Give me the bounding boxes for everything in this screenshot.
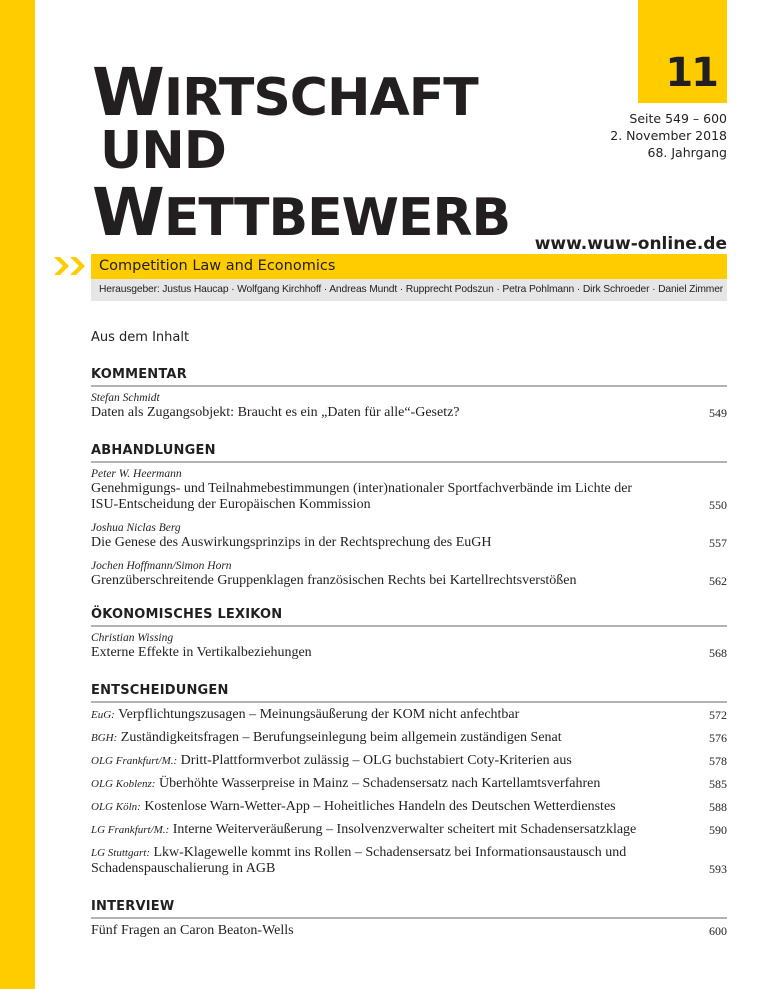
entry-page: 600 [709,924,727,938]
entry-author: Jochen Hoffmann/Simon Horn [91,560,232,572]
section-heading: ÖKONOMISCHES LEXIKON [91,607,727,627]
entry-page: 576 [709,731,727,745]
entry-court: OLG Koblenz: [91,778,156,790]
entry-author: Peter W. Heermann [91,468,182,480]
entry-title: Lkw-Klagewelle kommt ins Rollen – Schadensersatz bei Informationsaustausch und Schadenspauschalierung in AGB [91,845,627,876]
toc-entry[interactable] [91,799,727,815]
toc-entry[interactable] [91,753,727,769]
section-heading: INTERVIEW [91,899,727,919]
toc-intro: Aus dem Inhalt [91,330,190,345]
masthead-line-3 [92,174,511,251]
masthead-und: UND [100,121,226,181]
section-heading: KOMMENTAR [91,367,727,387]
volume: 68. Jahrgang [647,145,727,160]
entry-court: BGH: [91,732,118,744]
masthead-initial: W [92,54,164,131]
section-interview [91,899,727,939]
entry-court: LG Stuttgart: [91,847,150,859]
toc-entry[interactable] [91,707,727,723]
toc-entry[interactable] [91,391,727,421]
toc-entry[interactable] [91,776,727,792]
entry-title: Dritt-Plattformverbot zulässig – OLG buchstabiert Coty-Kriterien aus [180,753,572,768]
toc-entry[interactable] [91,822,727,838]
entry-court: OLG Frankfurt/M.: [91,755,178,767]
editors-bar [91,279,727,301]
entry-author: Stefan Schmidt [91,392,160,404]
toc-entry[interactable] [91,923,727,939]
issue-number: 11 [665,50,717,96]
section-entscheidungen [91,683,727,877]
issue-number-box [638,0,727,103]
toc-entry[interactable] [91,521,727,551]
entry-title: Überhöhte Wasserpreise in Mainz – Schadensersatz nach Kartellamtsverfahren [158,776,601,791]
subtitle: Competition Law and Economics [99,258,336,274]
subtitle-bar [91,254,727,279]
entry-court: OLG Köln: [91,801,141,813]
double-chevron-icon [54,255,88,277]
section-oekonomisches-lexikon [91,607,727,661]
yellow-sidebar [0,0,35,989]
page-range: Seite 549 – 600 [629,111,727,126]
entry-page: 578 [709,754,727,768]
website-link[interactable]: www.wuw-online.de [534,234,727,254]
masthead-rest: IRTSCHAFT [163,68,478,128]
entry-page: 550 [709,498,727,512]
issue-meta [610,110,727,161]
entry-author: Christian Wissing [91,632,174,644]
entry-court: LG Frankfurt/M.: [91,824,170,836]
entry-page: 557 [709,536,727,550]
entry-title: Fünf Fragen an Caron Beaton-Wells [91,923,294,938]
section-heading: ENTSCHEIDUNGEN [91,683,727,703]
entry-page: 590 [709,823,727,837]
toc-entry[interactable] [91,845,727,877]
entry-title: Kostenlose Warn-Wetter-App – Hoheitliches Handeln des Deutschen Wetterdienstes [144,799,616,814]
issue-date: 2. November 2018 [610,128,727,143]
editors-list: Herausgeber: Justus Haucap · Wolfgang Kirchhoff · Andreas Mundt · Rupprecht Podszun · Petra Pohlmann · Dirk Schroeder · Daniel Zimmer [99,284,724,295]
entry-title: Die Genese des Auswirkungsprinzips in der Rechtsprechung des EuGH [91,535,492,550]
entry-title: Daten als Zugangsobjekt: Braucht es ein „Daten für alle“-Gesetz? [91,405,460,420]
section-heading: ABHANDLUNGEN [91,443,727,463]
entry-title: Verpflichtungszusagen – Meinungsäußerung der KOM nicht anfechtbar [118,707,520,722]
section-abhandlungen [91,443,727,589]
entry-page: 585 [709,777,727,791]
entry-page: 572 [709,708,727,722]
masthead-line-1 [92,54,478,131]
toc-entry[interactable] [91,730,727,746]
entry-page: 593 [709,862,727,876]
entry-page: 562 [709,574,727,588]
entry-page: 568 [709,646,727,660]
entry-author: Joshua Niclas Berg [91,522,181,534]
table-of-contents [91,330,727,947]
entry-court: EuG: [91,709,115,721]
toc-entry[interactable] [91,631,727,661]
entry-page: 549 [709,406,727,420]
entry-title: Interne Weiterveräußerung – Insolvenzverwalter scheitert mit Schadensersatzklage [172,822,637,837]
masthead-rest: ETTBEWERB [163,188,511,248]
toc-entry[interactable] [91,559,727,589]
entry-title: Grenzüberschreitende Gruppenklagen französischen Rechts bei Kartellrechtsverstößen [91,573,577,588]
masthead-initial: W [92,174,164,251]
entry-page: 588 [709,800,727,814]
toc-entry[interactable] [91,467,727,513]
entry-title: Zuständigkeitsfragen – Berufungseinlegung beim allgemein zuständigen Senat [120,730,562,745]
entry-title: Externe Effekte in Vertikalbeziehungen [91,645,312,660]
section-kommentar [91,367,727,421]
entry-title: Genehmigungs- und Teilnahmebestimmungen (inter)nationaler Sportfachverbände im Lichte der ISU-Entscheidung der Europäischen Kommission [91,481,633,512]
masthead-line-2 [100,121,226,181]
